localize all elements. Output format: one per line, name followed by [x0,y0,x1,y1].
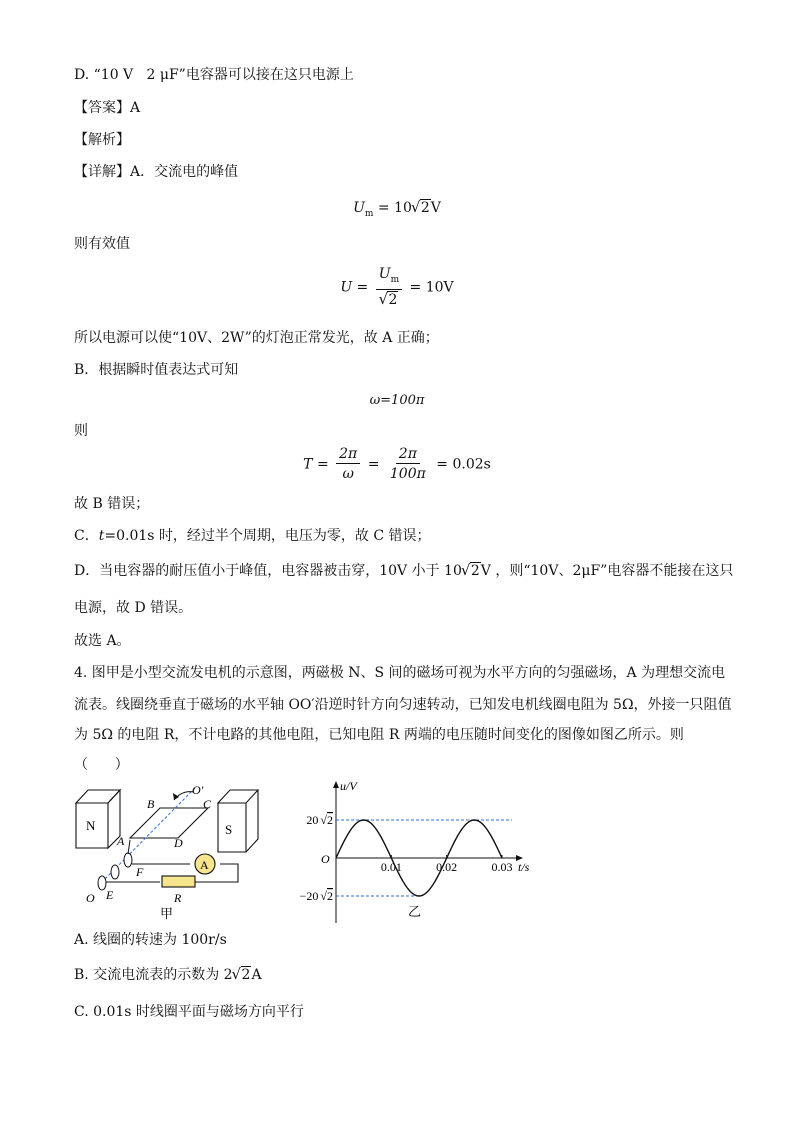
slip-rings [98,853,132,890]
label-o-prime: O′ [192,783,204,797]
magnet-pole-s [218,790,258,852]
label-c: C [203,797,212,811]
resistor-r [162,876,195,887]
option-b: B. 交流电流表的示数为 2√ 2A [74,965,262,985]
detail-a: 【详解】A．交流电的峰值 [74,164,239,180]
question-4-paren: （ ） [74,757,129,773]
lamp-text: 所以电源可以使“10V、2W”的灯泡正常发光，故 A 正确； [74,330,439,346]
d-text-2: 电源，故 D 错误。 [74,600,193,616]
option-a: A. 线圈的转速为 100r/s [74,932,227,948]
pole-s-label: S [225,822,233,837]
question-4-line-1: 4. 图甲是小型交流发电机的示意图，两磁极 N、S 间的磁场可视为水平方向的匀强磁场，A 为理想交流电 [74,665,726,681]
x-tick-label: 0.01 [380,860,402,874]
rotation-arrowhead [173,793,179,800]
equation-effective: U = $U_m$ √ 2 = 10V [0,265,794,310]
option-d-previous: D. “10 V 2 μF”电容器可以接在这只电源上 [74,67,354,83]
ze-label: 则 [74,423,88,439]
label-a: A [117,834,125,848]
magnet-pole-n [76,790,120,848]
option-c: C. 0.01s 时线圈平面与磁场方向平行 [74,1004,304,1020]
equation-peak: $U_m = 10√$ 2V [0,197,794,225]
coil [130,808,208,838]
label-o: O [86,891,95,905]
b-wrong: 故 B 错误； [74,496,150,512]
y-axis-label: u/V [340,779,357,793]
origin-label: O [321,852,330,866]
choose-answer: 故选 A。 [74,633,131,649]
label-f: F [136,865,144,879]
analysis-label: 【解析】 [74,132,130,148]
generator-diagram [70,778,280,926]
x-tick-label: 0.03 [491,860,513,874]
x-axis-label: t/s [518,860,530,874]
y-max-label: 20 √2 [306,813,333,827]
y-min-label: −20 √2 [299,889,333,903]
shaft [128,840,130,854]
ammeter-label: A [200,858,209,872]
figure-jia-caption: 甲 [160,906,174,921]
omega-expression: ω=100π [369,393,425,408]
equation-period: T = $\frac{2\pi}{\omega}$ = $\frac{2\pi}{100\pi}$ = 0.02s [303,446,491,482]
x-tick-label: 0.02 [436,860,458,874]
voltage-time-chart [280,778,550,926]
label-b: B [147,797,155,811]
b-text: B．根据瞬时值表达式可知 [74,362,239,378]
figure-yi-caption: 乙 [408,904,422,919]
question-4-line-3: 为 5Ω 的电阻 R，不计电路的其他电阻，已知电阻 R 两端的电压随时间变化的图像如图乙所示。则 [74,727,684,743]
label-r: R [174,891,182,905]
effective-label: 则有效值 [74,236,130,252]
label-e: E [106,888,114,902]
pole-n-label: N [86,818,96,833]
label-d: D [174,836,183,850]
d-text: D．当电容器的耐压值小于峰值，电容器被击穿，10V 小于 10√ 2V ，则“10V、2μF”电容器不能接在这只 [74,561,733,581]
c-text: C．t=0.01s 时，经过半个周期，电压为零，故 C 错误； [74,528,431,544]
y-axis-arrow [333,781,339,788]
answer-label: 【答案】A [74,100,141,116]
question-4-line-2: 流表。线圈绕垂直于磁场的水平轴 OO′沿逆时针方向匀速转动，已知发电机线圈电阻为 5Ω，外接一只阻值 [74,697,732,713]
